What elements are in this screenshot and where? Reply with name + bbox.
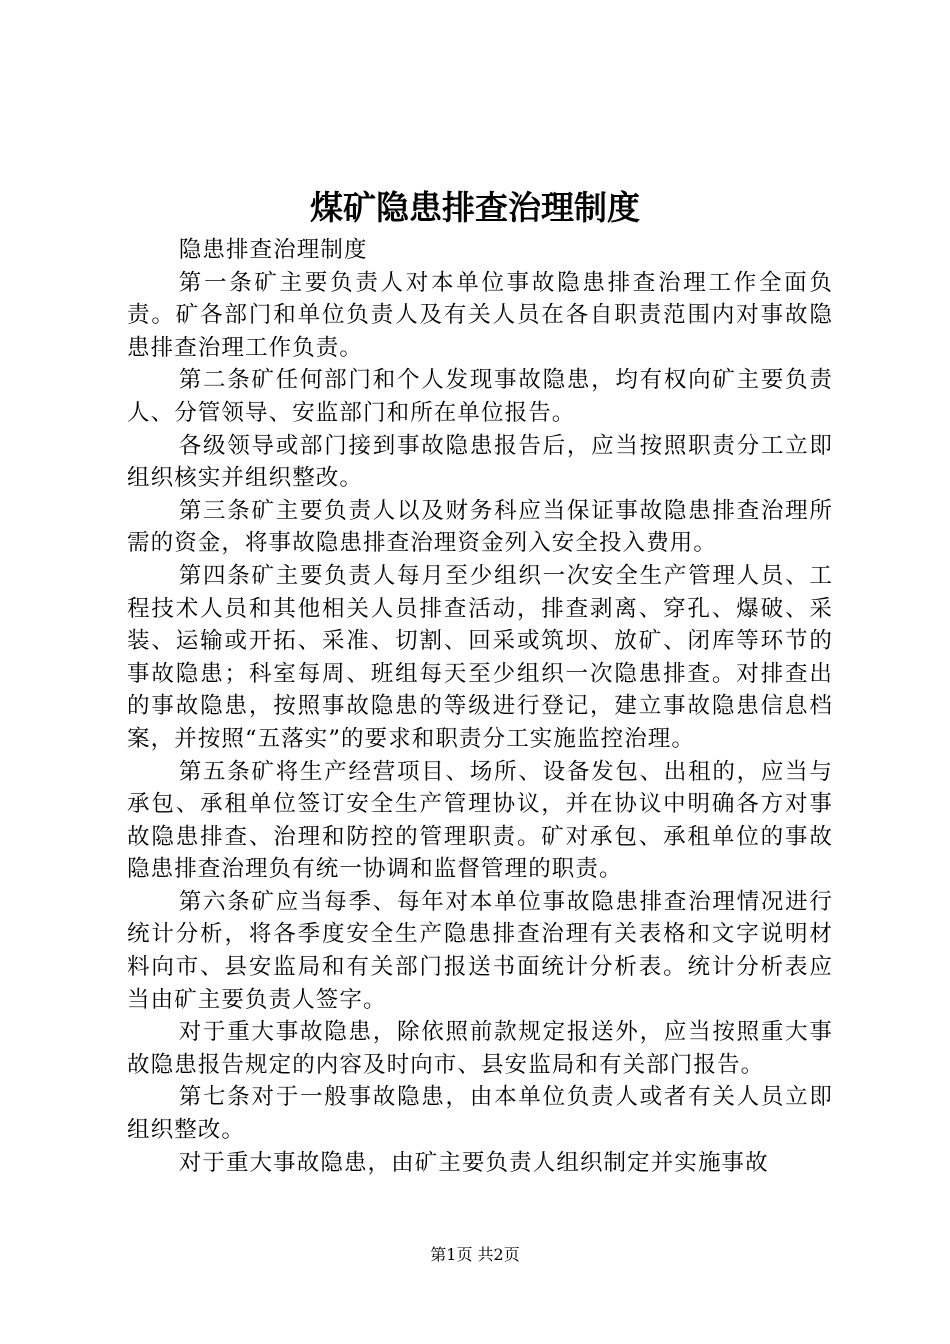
document-body — [127, 234, 833, 1179]
document-title: 煤矿隐患排查治理制度 — [310, 188, 640, 227]
paragraph-article-5: 第五条矿将生产经营项目、场所、设备发包、出租的，应当与承包、承租单位签订安全生产管理协议，并在协议中明确各方对事故隐患排查、治理和防控的管理职责。矿对承包、承租单位的事故隐患排查治理负有统一协调和监督管理的职责。 — [127, 758, 833, 883]
paragraph-article-6-cont: 对于重大事故隐患，除依照前款规定报送外，应当按照重大事故隐患报告规定的内容及时向市、县安监局和有关部门报告。 — [127, 1019, 833, 1078]
paragraph-article-4: 第四条矿主要负责人每月至少组织一次安全生产管理人员、工程技术人员和其他相关人员排查活动，排查剥离、穿孔、爆破、采装、运输或开拓、采准、切割、回采或筑坝、放矿、闭库等环节的事故隐患；科室每周、班组每天至少组织一次隐患排查。对排查出的事故隐患，按照事故隐患的等级进行登记，建立事故隐患信息档案，并按照“五落实”的要求和职责分工实施监控治理。 — [127, 562, 833, 752]
paragraph-heading: 隐患排查治理制度 — [178, 237, 368, 263]
paragraph-article-3: 第三条矿主要负责人以及财务科应当保证事故隐患排查治理所需的资金，将事故隐患排查治理资金列入安全投入费用。 — [127, 497, 833, 557]
page-footer: 第1页 共2页 — [430, 1245, 520, 1264]
paragraph-article-2: 第二条矿任何部门和个人发现事故隐患，均有权向矿主要负责人、分管领导、安监部门和所在单位报告。 — [127, 367, 833, 426]
paragraph-article-1: 第一条矿主要负责人对本单位事故隐患排查治理工作全面负责。矿各部门和单位负责人及有关人员在各自职责范围内对事故隐患排查治理工作负责。 — [127, 269, 833, 361]
paragraph-article-7-cont: 对于重大事故隐患，由矿主要负责人组织制定并实施事故 — [178, 1149, 769, 1176]
paragraph-article-2-cont: 各级领导或部门接到事故隐患报告后，应当按照职责分工立即组织核实并组织整改。 — [127, 432, 833, 492]
paragraph-article-7: 第七条对于一般事故隐患，由本单位负责人或者有关人员立即组织整改。 — [127, 1084, 833, 1144]
paragraph-article-6: 第六条矿应当每季、每年对本单位事故隐患排查治理情况进行统计分析，将各季度安全生产隐患排查治理有关表格和文字说明材料向市、县安监局和有关部门报送书面统计分析表。统计分析表应当由矿主要负责人签字。 — [127, 888, 833, 1013]
